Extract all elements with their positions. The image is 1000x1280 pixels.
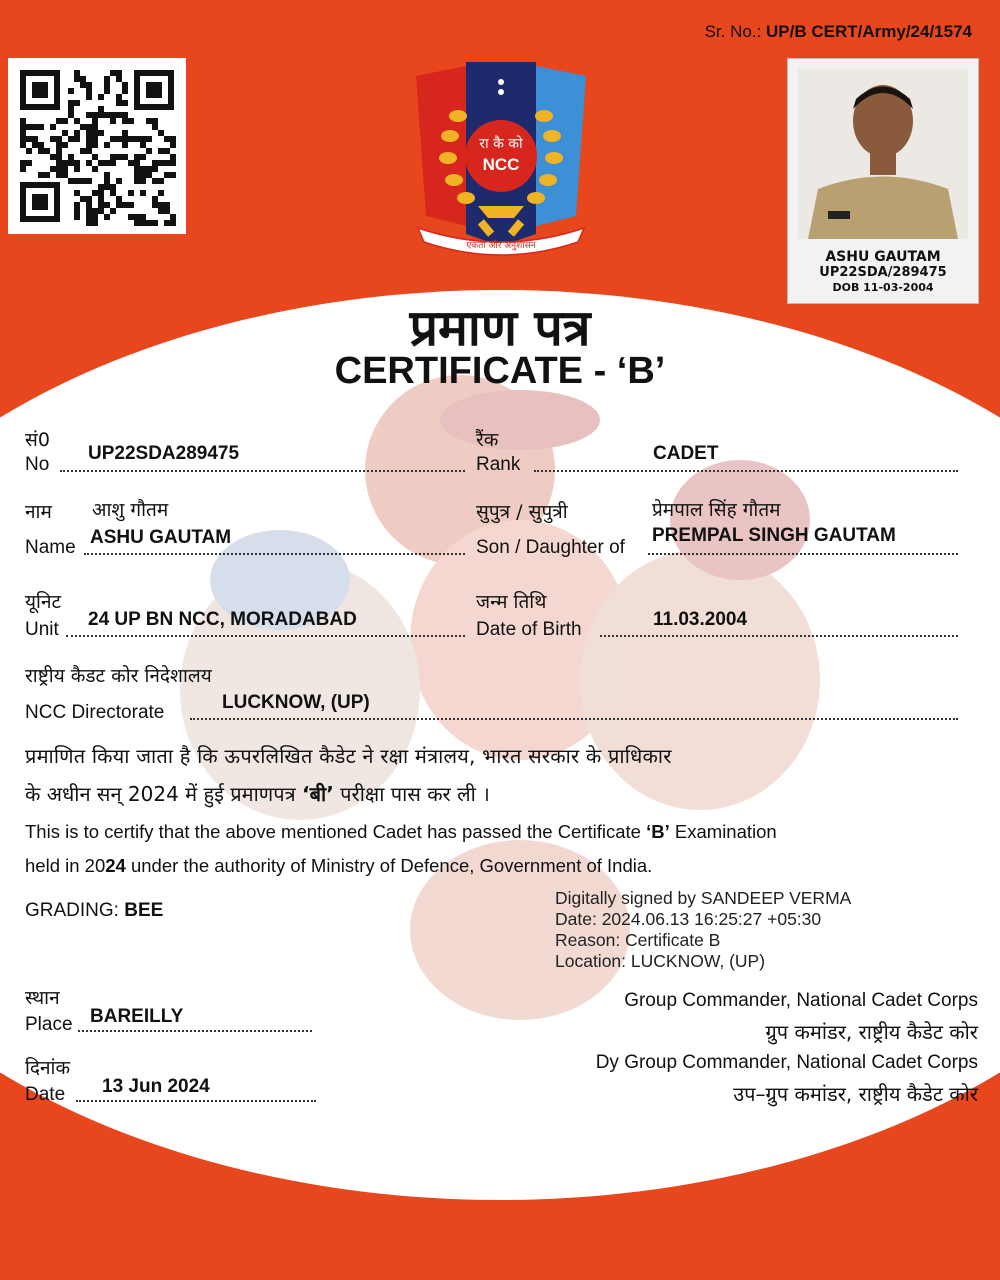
parent-dotted-line [648,553,958,555]
parent-value: PREMPAL SINGH GAUTAM [652,525,896,546]
dob-label-hindi: जन्म तिथि [476,591,547,613]
hindi-title: प्रमाण पत्र [409,299,591,357]
qr-code [8,58,186,234]
serial-label: Sr. No.: [704,22,762,41]
unit-label-hindi: यूनिट [25,591,62,613]
directorate-dotted-line [190,718,958,720]
date-label: Date [25,1084,66,1105]
certify-text-hindi-line1: प्रमाणित किया जाता है कि ऊपरलिखित कैडेट ने रक्षा मंत्रालय, भारत सरकार के प्राधिकार [25,744,672,768]
signature-date: Date: 2024.06.13 16:25:27 +05:30 [555,909,822,929]
unit-value: 24 UP BN NCC, MORADABAD [88,609,357,630]
certify-hindi-part1: के अधीन सन् 2024 में हुई प्रमाणपत्र [25,782,303,806]
directorate-value: LUCKNOW, (UP) [222,692,370,713]
grading-label: GRADING: [25,900,119,921]
no-value: UP22SDA289475 [88,443,240,464]
group-commander-hindi: ग्रुप कमांडर, राष्ट्रीय कैडेट कोर [765,1020,978,1044]
date-dotted-line [76,1100,316,1102]
rank-dotted-line [534,470,958,472]
name-value: ASHU GAUTAM [90,527,232,548]
certify-english-b: ‘B’ [646,821,670,842]
signature-location: Location: LUCKNOW, (UP) [555,951,766,971]
directorate-label-hindi: राष्ट्रीय कैडट कोर निदेशालय [25,665,212,687]
place-label-hindi: स्थान [25,987,60,1009]
certify-english-part3: Examination [669,821,777,842]
qr-code-icon [8,58,186,234]
photo-dob: DOB 11-03-2004 [832,281,934,294]
group-commander-english: Group Commander, National Cadet Corps [624,990,978,1011]
certify-hindi-part3: परीक्षा पास कर ली । [333,782,490,806]
certify-english-held: held in 20 [25,855,106,876]
parent-label: Son / Daughter of [476,537,625,558]
certify-text-english-line1 [25,821,975,843]
parent-value-hindi: प्रेमपाल सिंह गौतम [652,499,781,521]
dob-label: Date of Birth [476,619,582,640]
rank-label: Rank [476,454,521,475]
digital-signature [555,888,851,972]
serial-number [705,22,972,42]
dy-group-commander-hindi: उप–ग्रुप कमांडर, राष्ट्रीय कैडेट कोर [733,1082,978,1106]
english-title: CERTIFICATE - ‘B’ [334,350,666,392]
name-value-hindi: आशु गौतम [92,499,169,521]
certify-hindi-bee: ‘बी’ [302,782,334,806]
place-value: BAREILLY [90,1006,184,1027]
photo-name: ASHU GAUTAM [825,249,941,265]
emblem-motto: एकता और अनुशासन [466,241,536,251]
name-label: Name [25,537,76,558]
grading-value: BEE [124,900,164,921]
unit-dotted-line [66,635,465,637]
no-label-hindi: सं0 [25,429,50,451]
signature-signed-by: Digitally signed by SANDEEP VERMA [555,888,852,908]
grading [25,900,163,922]
emblem-ncc-text: NCC [482,155,520,174]
ncc-emblem [408,56,594,256]
date-value: 13 Jun 2024 [102,1076,210,1097]
cadet-photo [798,69,968,239]
dob-dotted-line [600,635,958,637]
no-label: No [25,454,50,475]
no-dotted-line [60,470,465,472]
serial-value: UP/B CERT/Army/24/1574 [766,22,972,41]
name-label-hindi: नाम [25,501,52,523]
photo-id: UP22SDA/289475 [819,265,947,280]
place-label: Place [25,1014,73,1035]
date-label-hindi: दिनांक [25,1057,71,1079]
parent-label-hindi: सुपुत्र / सुपुत्री [476,501,568,523]
rank-label-hindi: रैंक [476,429,499,451]
certify-english-part1: This is to certify that the above mentioned Cadet has passed the Certificate [25,821,647,842]
dob-value: 11.03.2004 [653,609,748,630]
certify-text-hindi-line2 [25,780,975,807]
emblem-top-text: रा कै को [479,136,523,152]
certify-english-rest: under the authority of Ministry of Defence, Government of India. [125,855,653,876]
dy-group-commander-english: Dy Group Commander, National Cadet Corps [595,1052,978,1073]
certify-english-year: 24 [105,855,126,876]
place-dotted-line [78,1030,312,1032]
unit-label: Unit [25,619,59,640]
certify-text-english-line2 [25,855,975,877]
signature-reason: Reason: Certificate B [555,930,721,950]
directorate-label: NCC Directorate [25,702,165,723]
cadet-photo-card [787,58,979,304]
rank-value: CADET [653,443,719,464]
name-dotted-line [84,553,465,555]
